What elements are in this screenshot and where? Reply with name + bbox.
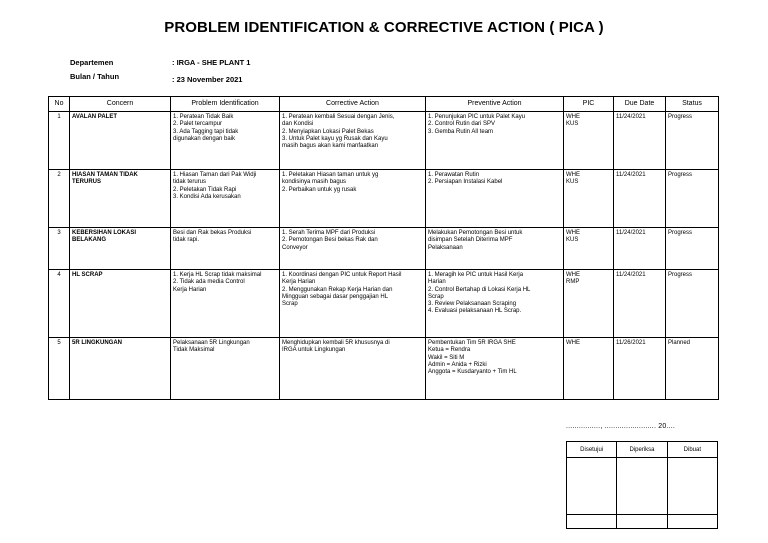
table-header-row — [49, 97, 719, 112]
cell-line: 1. Peratean kembali Sesuai dengan Jenis, — [282, 114, 395, 120]
cell-line: BELAKANG — [72, 237, 106, 244]
cell-line: Wakil = Siti M — [428, 354, 465, 361]
cell-preventive — [426, 170, 564, 228]
table-row — [49, 112, 719, 170]
cell-line: tidak rapi. — [173, 237, 200, 244]
cell-line: Pembentukan Tim 5R IRGA SHE — [428, 340, 516, 346]
cell-line: Melakukan Pemotongan Besi untuk — [428, 230, 523, 236]
cell-line: Besi dan Rak bekas Produksi — [173, 230, 252, 236]
cell-corrective — [280, 170, 426, 228]
cell-line: Mingguan sebagai dasar penggajian HL — [282, 293, 389, 300]
cell-problem — [171, 228, 280, 270]
period-value: : 23 November 2021 — [172, 75, 243, 84]
signature-table — [566, 441, 718, 529]
cell-concern — [70, 228, 171, 270]
signature-header-checked: Diperiksa — [617, 442, 667, 458]
cell-line: Admin = Anida + Rizki — [428, 361, 487, 368]
cell-line: 1. Serah Terima MPF dari Produksi — [282, 230, 376, 236]
cell-concern — [70, 270, 171, 338]
column-header-preventive: Preventive Action — [426, 97, 564, 112]
cell-pic — [564, 228, 614, 270]
cell-status: Progress — [666, 228, 719, 270]
cell-line: Tidak Maksimal — [173, 347, 215, 354]
cell-due: 11/24/2021 — [614, 270, 666, 338]
cell-corrective — [280, 338, 426, 400]
cell-line: disimpan Setelah Diterima MPF — [428, 237, 513, 244]
cell-corrective — [280, 270, 426, 338]
table-row — [49, 228, 719, 270]
cell-line: AVALAN PALET — [72, 114, 117, 120]
cell-status: Progress — [666, 112, 719, 170]
cell-line: digunakan dengan baik — [173, 135, 236, 142]
cell-line: IRGA untuk Lingkungan — [282, 347, 346, 354]
cell-line: 1. Hiasan Taman dari Pak Widji — [173, 172, 257, 178]
cell-pic — [564, 170, 614, 228]
cell-line: 2. Control Bertahap di Lokasi Kerja HL — [428, 286, 531, 293]
cell-status: Planned — [666, 338, 719, 400]
cell-line: 3. Gemba Rutin All team — [428, 128, 494, 135]
cell-line: 2. Menggunakan Rekap Kerja Harian dan — [282, 286, 393, 293]
cell-problem — [171, 338, 280, 400]
cell-line: 1. Meragih ke PIC untuk Hasil Kerja — [428, 272, 524, 278]
cell-line: KUS — [566, 121, 579, 128]
cell-line: 1. Koordinasi dengan PIC untuk Report Hasil — [282, 272, 402, 278]
signature-box-approved — [567, 458, 617, 515]
cell-no: 5 — [49, 338, 70, 400]
date-signature-line: ................, ........................ 20.... — [566, 423, 675, 430]
cell-problem — [171, 112, 280, 170]
cell-no: 3 — [49, 228, 70, 270]
column-header-corrective: Corrective Action — [280, 97, 426, 112]
cell-line: Harian — [428, 279, 446, 286]
table-row — [49, 170, 719, 228]
cell-pic — [564, 112, 614, 170]
signature-header-made: Dibuat — [667, 442, 717, 458]
pica-table — [48, 96, 719, 400]
cell-line: 1. Kerja HL Scrap tidak maksimal — [173, 272, 262, 278]
period-label: Bulan / Tahun — [70, 72, 120, 81]
cell-line: Conveyor — [282, 244, 308, 251]
cell-line: 2. Tidak ada media Control — [173, 279, 245, 286]
signature-name-row — [567, 515, 718, 529]
cell-line: WHE — [566, 340, 580, 346]
table-row — [49, 270, 719, 338]
signature-space-row — [567, 458, 718, 515]
cell-line: 5R LINGKUNGAN — [72, 340, 123, 346]
cell-status: Progress — [666, 170, 719, 228]
cell-due: 11/24/2021 — [614, 228, 666, 270]
cell-preventive — [426, 338, 564, 400]
cell-concern — [70, 170, 171, 228]
cell-line: 3. Kondisi Ada kerusakan — [173, 193, 241, 200]
cell-problem — [171, 270, 280, 338]
column-header-status: Status — [666, 97, 719, 112]
cell-line: Scrap — [282, 301, 298, 308]
cell-concern — [70, 112, 171, 170]
cell-line: 1. Peratean Tidak Baik — [173, 114, 234, 120]
cell-line: 2. Persiapan Instalasi Kabel — [428, 179, 503, 186]
cell-line: tidak terurus — [173, 179, 207, 186]
cell-no: 4 — [49, 270, 70, 338]
cell-line: 3. Review Pelaksanaan Scraping — [428, 301, 517, 308]
cell-line: 2. Control Rutin dari SPV — [428, 121, 496, 128]
column-header-problem: Problem Identification — [171, 97, 280, 112]
cell-line: TERURUS — [72, 179, 102, 186]
cell-preventive — [426, 228, 564, 270]
cell-line: Kerja Harian — [173, 286, 207, 293]
signature-name-approved — [567, 515, 617, 529]
cell-line: KUS — [566, 179, 579, 186]
cell-line: 1. Peletakan Hiasan taman untuk yg — [282, 172, 379, 178]
cell-status: Progress — [666, 270, 719, 338]
signature-header-row — [567, 442, 718, 458]
cell-line: dan Kondisi — [282, 121, 314, 128]
cell-line: WHE — [566, 114, 580, 120]
cell-due: 11/26/2021 — [614, 338, 666, 400]
cell-line: Ketua = Rendra — [428, 347, 471, 354]
cell-preventive — [426, 270, 564, 338]
cell-line: RMP — [566, 279, 580, 286]
cell-pic — [564, 270, 614, 338]
cell-line: 2. Pemotongan Besi bekas Rak dan — [282, 237, 378, 244]
cell-line: masih bagus akan kami manfaatkan — [282, 143, 379, 150]
cell-line: 2. Menyiapkan Lokasi Palet Bekas — [282, 128, 374, 135]
cell-line: 2. Palet tercampur — [173, 121, 223, 128]
signature-box-made — [667, 458, 717, 515]
cell-line: Anggota = Kusdaryanto + Tim HL — [428, 369, 517, 376]
cell-line: 2. Perbaikan untuk yg rusak — [282, 186, 357, 193]
signature-name-made — [667, 515, 717, 529]
department-value: : IRGA - SHE PLANT 1 — [172, 58, 251, 67]
cell-line: kondisinya masih bagus — [282, 179, 347, 186]
cell-line: Menghidupkan kembali 5R khususnya di — [282, 340, 390, 346]
signature-header-approved: Disetujui — [567, 442, 617, 458]
cell-corrective — [280, 228, 426, 270]
signature-box-checked — [617, 458, 667, 515]
cell-line: 1. Penunjukan PIC untuk Palet Kayu — [428, 114, 526, 120]
cell-line: 2. Peletakan Tidak Rapi — [173, 186, 237, 193]
column-header-pic: PIC — [564, 97, 614, 112]
cell-line: WHE — [566, 230, 580, 236]
cell-line: Scrap — [428, 293, 444, 300]
cell-corrective — [280, 112, 426, 170]
cell-line: 4. Evaluasi pelaksanaan HL Scrap. — [428, 308, 522, 315]
cell-no: 1 — [49, 112, 70, 170]
cell-preventive — [426, 112, 564, 170]
cell-line: KEBERSIHAN LOKASI — [72, 230, 137, 236]
column-header-no: No — [49, 97, 70, 112]
document-title: PROBLEM IDENTIFICATION & CORRECTIVE ACTION ( PICA ) — [164, 19, 604, 36]
department-label: Departemen — [70, 58, 114, 67]
cell-line: Pelaksanaan 5R Lingkungan — [173, 340, 250, 346]
column-header-concern: Concern — [70, 97, 171, 112]
cell-due: 11/24/2021 — [614, 170, 666, 228]
cell-line: Kerja Harian — [282, 279, 316, 286]
cell-line: HL SCRAP — [72, 272, 103, 278]
cell-line: WHE — [566, 272, 580, 278]
cell-line: Pelaksanaan — [428, 244, 463, 251]
cell-line: 1. Perawatan Rutin — [428, 172, 480, 178]
cell-concern — [70, 338, 171, 400]
table-row — [49, 338, 719, 400]
cell-line: 3. Untuk Palet kayu yg Rusak dan Kayu — [282, 135, 388, 142]
cell-pic — [564, 338, 614, 400]
cell-line: WHE — [566, 172, 580, 178]
cell-line: KUS — [566, 237, 579, 244]
signature-name-checked — [617, 515, 667, 529]
cell-line: 3. Ada Tagging tapi tidak — [173, 128, 239, 135]
cell-no: 2 — [49, 170, 70, 228]
column-header-due: Due Date — [614, 97, 666, 112]
cell-line: HIASAN TAMAN TIDAK — [72, 172, 138, 178]
cell-problem — [171, 170, 280, 228]
cell-due: 11/24/2021 — [614, 112, 666, 170]
